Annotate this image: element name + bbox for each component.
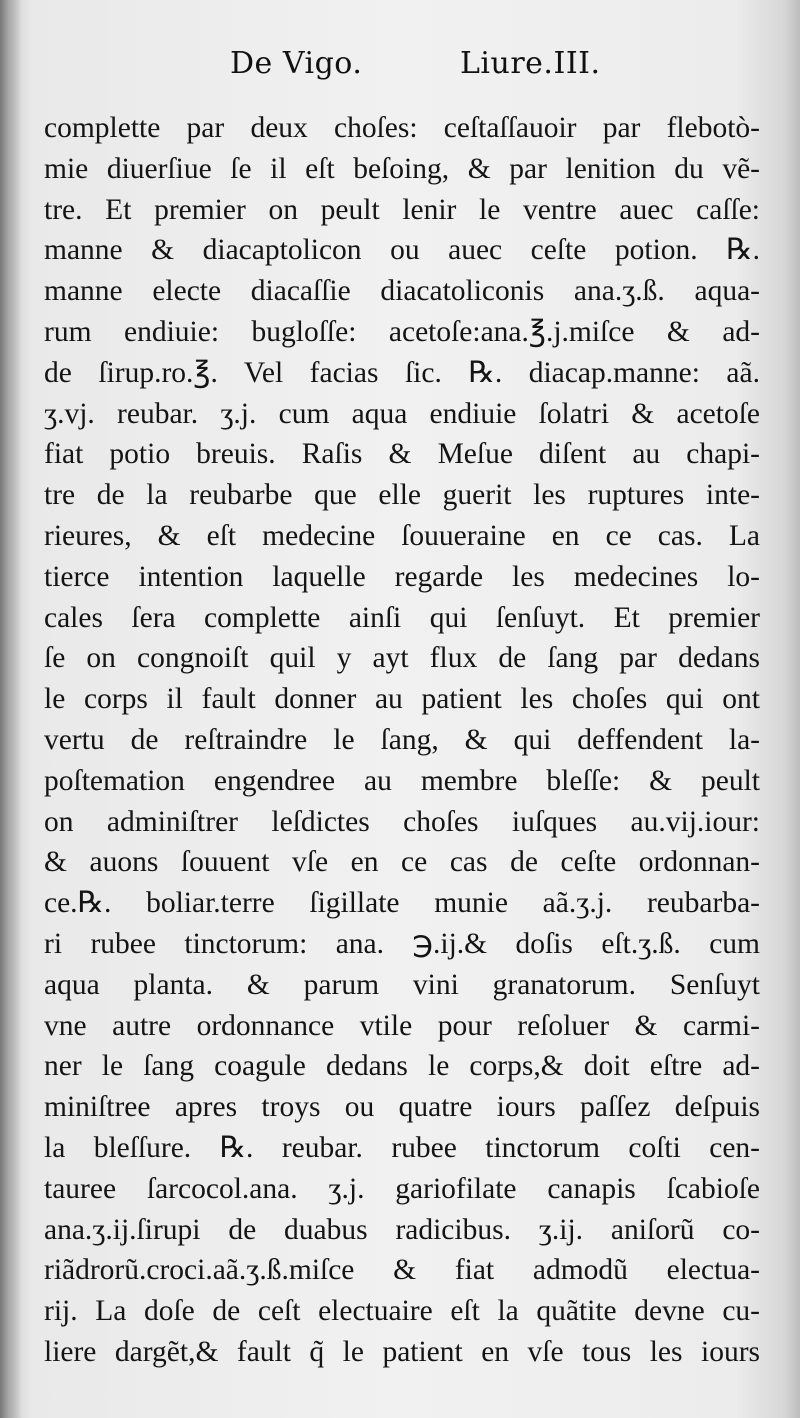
text-line: cales ſera complette ainſi qui ſenſuyt. Et premier bbox=[44, 601, 760, 634]
text-line: manne & diacaptolicon ou auec ceſte potion. ℞. bbox=[44, 234, 760, 267]
text-line: liere dargẽt,& fault q̃ le patient en vſe tous les iours bbox=[44, 1335, 760, 1368]
text-line: le corps il fault donner au patient les choſes qui ont bbox=[44, 683, 760, 716]
text-line: vne autre ordonnance vtile pour reſoluer & carmi- bbox=[44, 1009, 760, 1042]
text-line: poſtemation engendree au membre bleſſe: & peult bbox=[44, 764, 760, 797]
text-line: miniſtree apres troys ou quatre iours paſſez deſpuis bbox=[44, 1091, 760, 1124]
text-line: complette par deux choſes: ceſtaſſauoir par flebotò- bbox=[44, 112, 760, 144]
text-line: ana.ʒ.ij.ſirupi de duabus radicibus. ʒ.ij. aniſorũ co- bbox=[44, 1213, 760, 1246]
text-line: ce.℞. boliar.terre ſigillate munie aã.ʒ.j. reubarba- bbox=[44, 887, 760, 920]
text-line: riãdrorũ.croci.aã.ʒ.ß.miſce & fiat admodũ electua- bbox=[44, 1254, 760, 1287]
running-head: De Vigo. bbox=[230, 46, 363, 81]
text-line: fiat potio breuis. Raſis & Meſue diſent au chapi- bbox=[44, 438, 760, 471]
text-line: tre de la reubarbe que elle guerit les ruptures inte- bbox=[44, 479, 760, 512]
text-line: manne electe diacaſſie diacatoliconis ana.ʒ.ß. aqua- bbox=[44, 275, 760, 308]
text-line: aqua planta. & parum vini granatorum. Senſuyt bbox=[44, 968, 760, 1001]
text-line: tre. Et premier on peult lenir le ventre auec caſſe: bbox=[44, 193, 760, 226]
page-header bbox=[0, 46, 800, 90]
body-text bbox=[44, 108, 760, 1373]
text-line: ſe on congnoiſt quil y ayt flux de ſang par dedans bbox=[44, 642, 760, 675]
text-line: la bleſſure. ℞. reubar. rubee tinctorum coſti cen- bbox=[44, 1131, 760, 1164]
page-edge bbox=[786, 0, 800, 1418]
text-line: tauree ſarcocol.ana. ʒ.j. gariofilate canapis ſcabioſe bbox=[44, 1172, 760, 1205]
text-line: on adminiſtrer leſdictes choſes iuſques au.vij.iour: bbox=[44, 805, 760, 838]
text-line: ri rubee tinctorum: ana. ℈.ij.& doſis eſt.ʒ.ß. cum bbox=[44, 927, 760, 960]
text-line: rum endiuie: bugloſſe: acetoſe:ana.℥.j.miſce & ad- bbox=[44, 315, 760, 348]
text-line: rieures, & eſt medecine ſouueraine en ce cas. La bbox=[44, 519, 760, 552]
text-line: tierce intention laquelle regarde les medecines lo- bbox=[44, 560, 760, 593]
text-line: ʒ.vj. reubar. ʒ.j. cum aqua endiuie ſolatri & acetoſe bbox=[44, 397, 760, 430]
text-line: ner le ſang coagule dedans le corps,& doit eſtre ad- bbox=[44, 1050, 760, 1083]
gutter-shadow bbox=[0, 0, 22, 1418]
text-line: vertu de reſtraindre le ſang, & qui deffendent la- bbox=[44, 723, 760, 756]
text-line: mie diuerſiue ſe il eſt beſoing, & par lenition du vẽ- bbox=[44, 152, 760, 185]
text-line: & auons ſouuent vſe en ce cas de ceſte ordonnan- bbox=[44, 846, 760, 879]
text-line: rij. La doſe de ceſt electuaire eſt la quãtite devne cu- bbox=[44, 1295, 760, 1328]
book-number: Liure.III. bbox=[460, 46, 601, 81]
text-line: de ſirup.ro.℥. Vel facias ſic. ℞. diacap.manne: aã. bbox=[44, 356, 760, 389]
